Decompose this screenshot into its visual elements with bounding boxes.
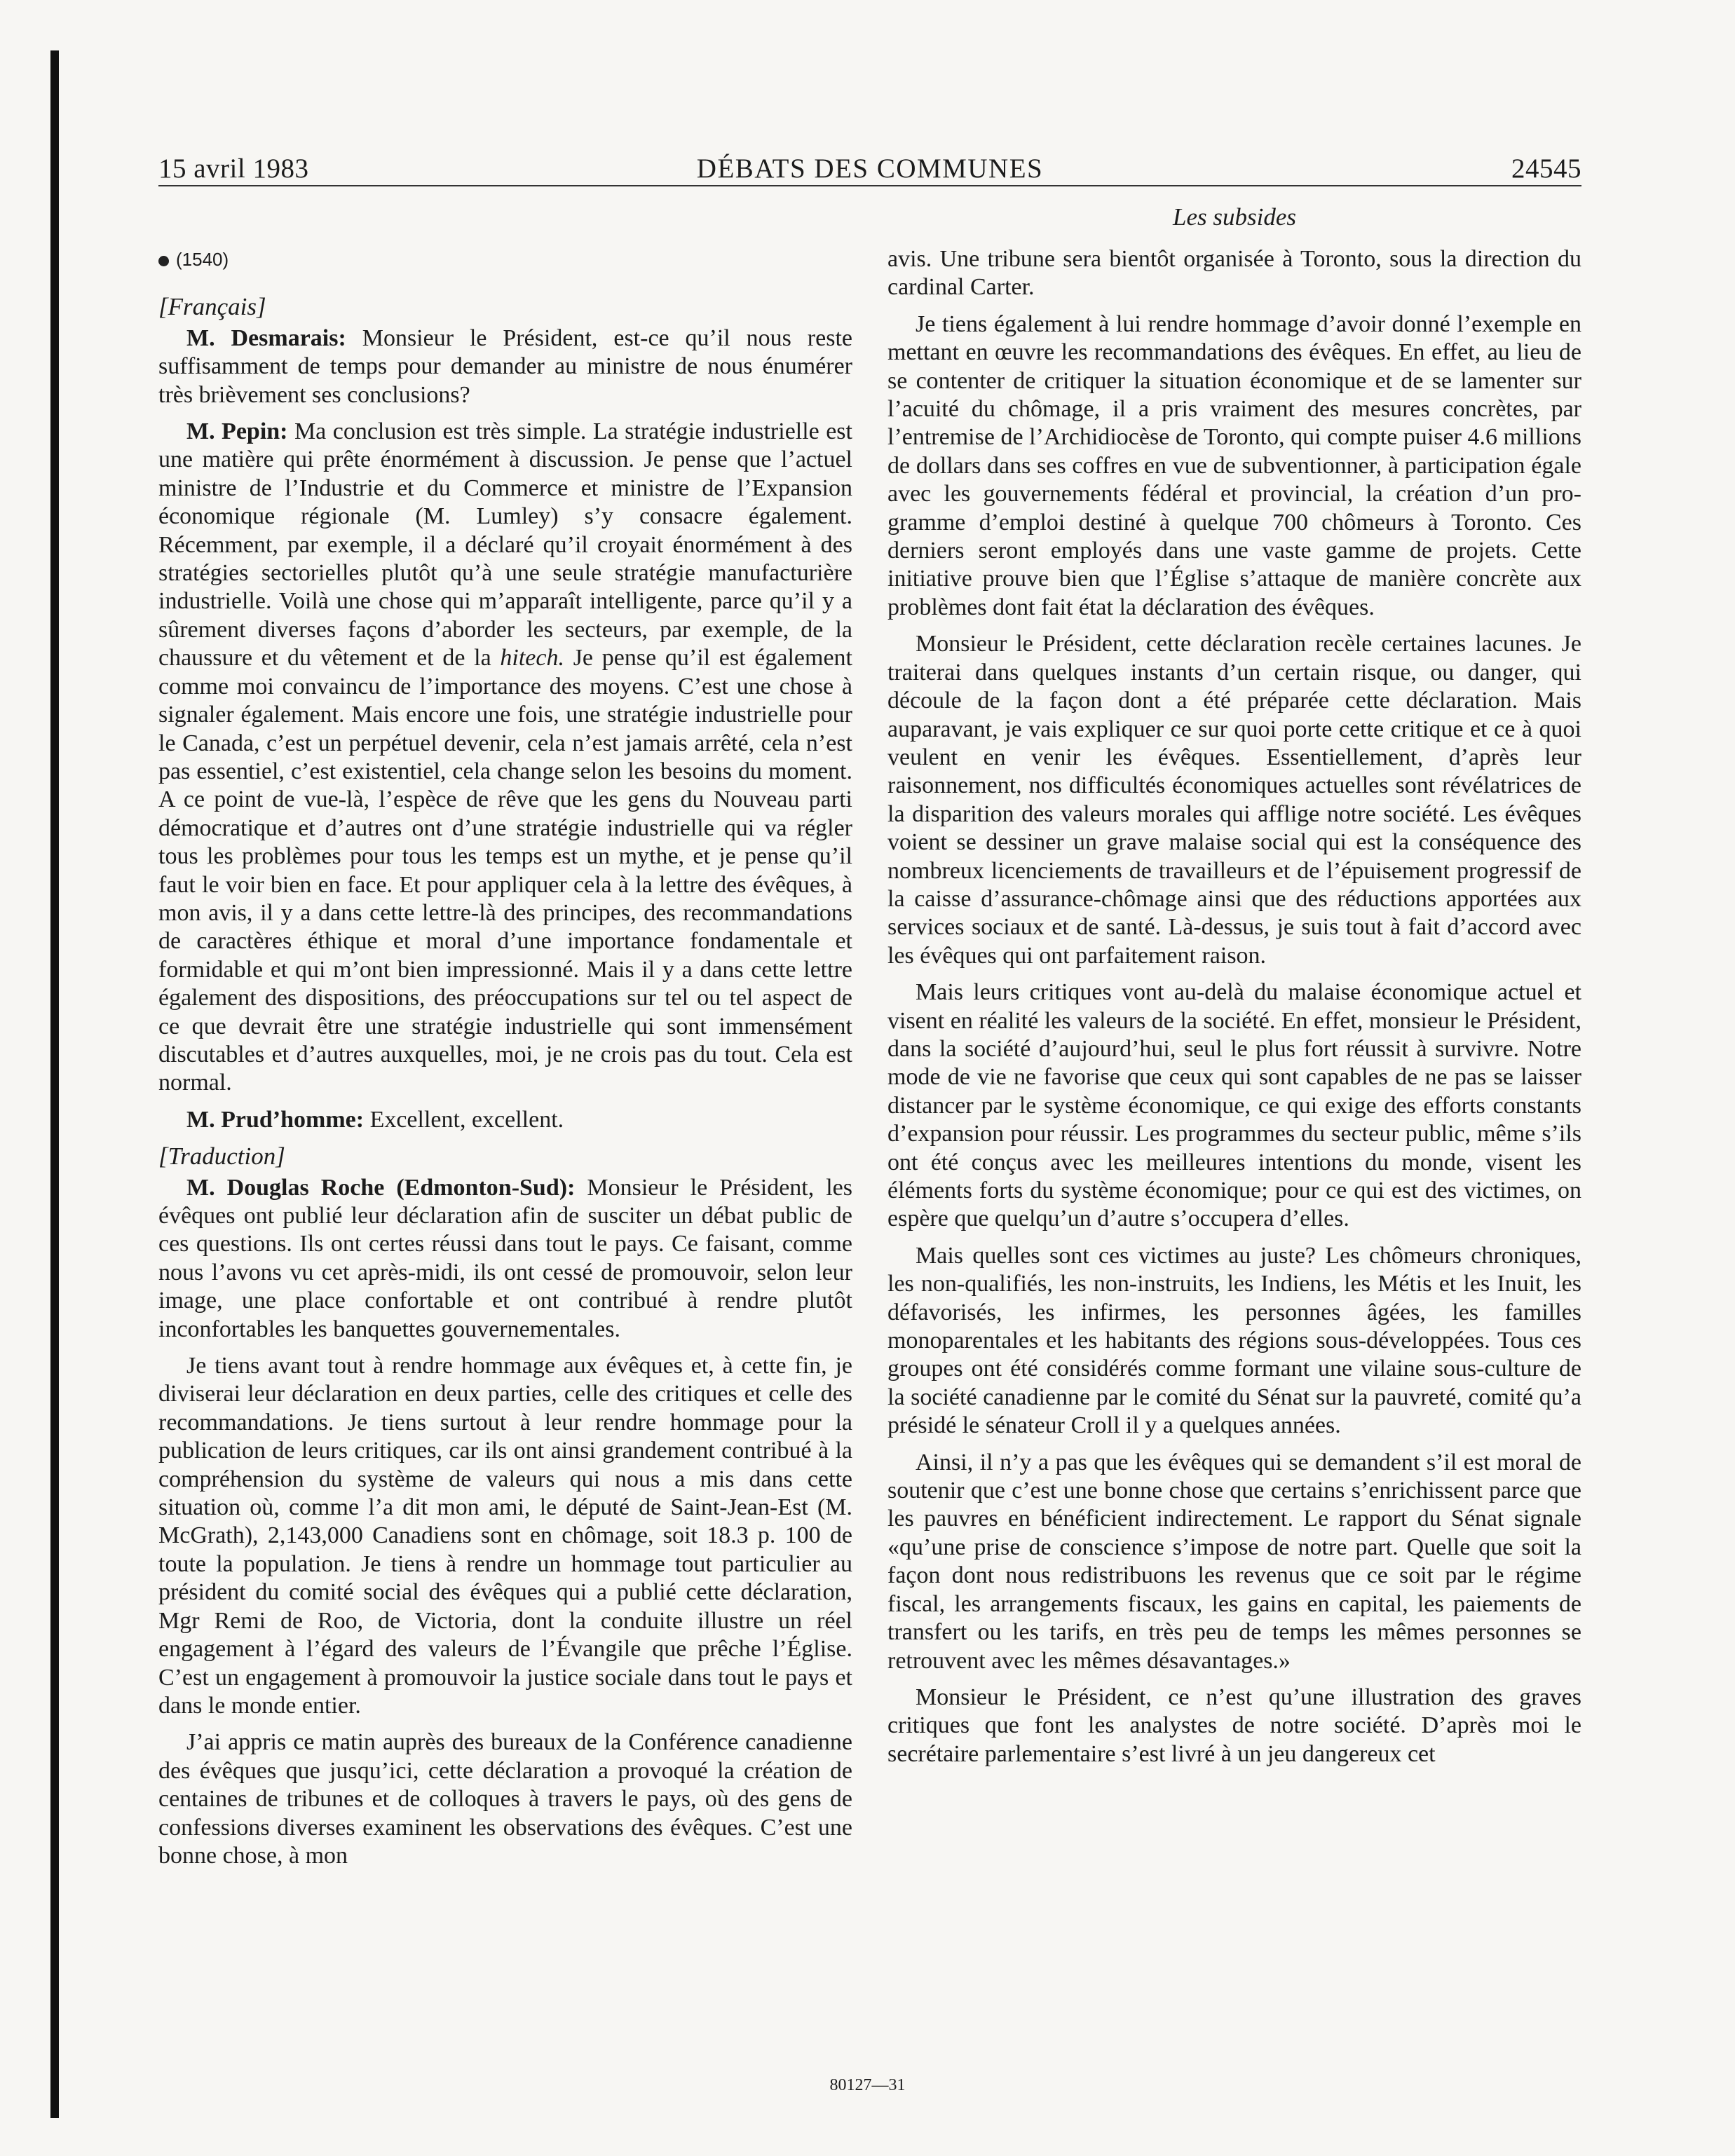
paragraph: Monsieur le Président, ce n’est qu’une illustration des graves critiques que font les analystes de notre société. D’après moi le secrétaire parlementaire s’est livré à un jeu dangereux cet: [887, 1684, 1581, 1767]
bullet-icon: [158, 256, 169, 266]
paragraph-desmarais: [158, 325, 852, 409]
paragraph: Ainsi, il n’y a pas que les évêques qui se demandent s’il est moral de soutenir que c’est une bonne chose que certains s’enrichissent parce que les pauvres en bénéficient indirectement. Le rapport du Sénat signale «qu’une prise de conscience s’impose de notre part. Quelle que soit la façon dont nous redistribuons les revenus que ce soit par le régime fiscal, les arrangements fiscaux, les gains en capital, les paiements de transfert ou les tarifs, en très peu de temps les mêmes personnes se retrouvent avec les mêmes désavantages.»: [887, 1449, 1581, 1674]
section-title: Les subsides: [1173, 203, 1296, 231]
header-journal-title: DÉBATS DES COMMUNES: [696, 153, 1044, 184]
paragraph-roche: [158, 1174, 852, 1344]
speaker-roche: M. Douglas Roche (Edmonton-Sud):: [186, 1174, 576, 1201]
paragraph-text: Je pense qu’il est également comme moi convaincu de l’importance des moyens. C’est une chose à signaler également. Mais encore une fois, une stratégie industrielle pour le Canada, c’est un perpétuel devenir, cela n’est jamais arrêté, cela n’est pas essentiel, c’est existentiel, cela change selon les besoins du moment. A ce point de vue-là, l’espèce de rêve que les gens du Nouveau parti démocratique et d’autres ont d’une stratégie industrielle qui va régler tous les problèmes pour tous les temps est un mythe, et je pense qu’il faut le voir bien en face. Et pour appliquer cela à la lettre des évêques, à mon avis, il y a dans cette lettre-là des principes, des recommandations de caractères éthique et moral d’une importance fondamentale et formidable et qui m’ont bien impressionné. Mais il y a dans cette lettre également des dispositions, des préoccupations sur tel ou tel aspect de ce que devrait être une stratégie industrielle qui sont immensément discutables et d’autres auxquelles, moi, je ne crois pas du tout. Cela est normal.: [158, 645, 852, 1096]
page-footer-code: 80127—31: [829, 2076, 906, 2094]
paragraph: Mais quelles sont ces victimes au juste? Les chômeurs chroniques, les non-qualifiés, les non-instruits, les Indiens, les Métis et les Inuit, les défavorisés, les infirmes, les personnes âgées, les familles monoparentales et les habitants des régions sous-développées. Tous ces groupes ont été considérés comme formant une vilaine sous-culture de la société canadienne par le comité du Sénat sur la pauvreté, comité qu’a présidé le sénateur Croll il y a quelques années.: [887, 1242, 1581, 1439]
speaker-prudhomme: M. Prud’homme:: [186, 1106, 365, 1133]
header-rule: [158, 185, 1581, 186]
paragraph-text: Monsieur le Président, les évêques ont publié leur déclaration afin de susciter un débat public de ces questions. Ils ont certes réussi dans tout le pays. Ce faisant, comme nous l’avons vu cet après-midi, ils ont cessé de promouvoir, selon leur image, une place confortable et ont contribué à rendre plutôt inconfortables les banquettes gouvernementales.: [158, 1174, 852, 1342]
paragraph: Mais leurs critiques vont au-delà du malaise économique actuel et visent en réalité les valeurs de la société. En effet, monsieur le Président, dans la société d’aujourd’hui, seul le plus fort réussit à survivre. Notre mode de vie ne favorise que ceux qui sont capables de ne pas se laisser distancer par le système économique, ce qui exige des efforts constants d’expansion pour réussir. Les programmes du secteur public, même s’ils ont été conçus avec les meilleures intentions du monde, visent les éléments forts du système économique; pour ce qui est des victimes, on espère que quelqu’un d’autre s’occupera d’elles.: [887, 979, 1581, 1232]
language-tag-french: [Français]: [158, 293, 266, 321]
paragraph-text: Monsieur le Président, est-ce qu’il nous reste suffisamment de temps pour demander au ministre de nous énumérer très brièvement ses conclusions?: [158, 325, 852, 408]
speaker-desmarais: M. Desmarais:: [186, 325, 346, 351]
paragraph-text: Excellent, excellent.: [364, 1106, 564, 1133]
page-header: [158, 153, 1581, 189]
time-marker: [158, 245, 852, 273]
paragraph: Je tiens avant tout à rendre hommage aux évêques et, à cette fin, je diviserai leur déclaration en deux parties, celle des critiques et celle des recommandations. Je tiens surtout à leur rendre hommage pour la publication de leurs critiques, car ils ont ainsi grandement contribué à la compréhension du système de valeurs qui nous a mis dans cette situation où, comme l’a dit mon ami, le député de Saint-Jean-Est (M. McGrath), 2,143,000 Canadiens sont en chômage, soit 18.3 p. 100 de toute la population. Je tiens à rendre un hommage tout particulier au président du comité social des évêques qui a publié cette déclaration, Mgr Remi de Roo, de Victoria, dont la conduite illustre un réel engagement à l’égard des valeurs de l’Évangile que prêche l’Église. C’est un engagement à promouvoir la justice sociale dans tout le pays et dans le monde entier.: [158, 1353, 852, 1719]
paragraph-text: Ma conclusion est très simple. La stratégie industrielle est une matière qui prête énormément à discussion. Je pense que l’actuel ministre de l’Industrie et du Commerce et ministre de l’Expansion économique régionale (M. Lumley) s’y consacre également. Récemment, par exemple, il a déclaré qu’il croyait énormément à des stratégies sectorielles plutôt qu’à une seule stratégie manufacturière industrielle. Voilà une chose qui m’apparaît intelligente, parce qu’il y a sûrement diverses façons d’aborder les secteurs, par exemple, de la chaussure et du vêtement et de la: [158, 418, 852, 671]
right-column: [887, 245, 1581, 1777]
header-date: 15 avril 1983: [158, 153, 309, 184]
paragraph-pepin: [158, 418, 852, 1098]
language-tag-translation: [Traduction]: [158, 1142, 285, 1171]
scan-edge-bar: [50, 50, 59, 2118]
paragraph: Monsieur le Président, cette déclaration recèle certaines lacunes. Je traiterai dans quelques instants d’un certain risque, ou danger, qui découle de la façon dont a été préparée cette déclaration. Mais auparavant, je vais expliquer ce sur quoi porte cette critique et ce à quoi veulent en venir les évêques. Essentiellement, d’après leur raisonnement, nos difficultés économiques actuelles sont révélatrices de la disparition des valeurs morales qui afflige notre société. Les évêques voient se dessiner un grave malaise social qui est la conséquence des nombreux licenciements de travailleurs et de l’épuisement progressif de la caisse d’assurance-chômage ainsi que des réductions apportées aux services sociaux et de santé. Là-dessus, je suis tout à fait d’accord avec les évêques qui ont parfaitement raison.: [887, 631, 1581, 969]
paragraph: Je tiens également à lui rendre hommage d’avoir donné l’exemple en mettant en œuvre les recommandations des évêques. En effet, au lieu de se contenter de critiquer la situation économique et de se lamenter sur l’acuité du chômage, il a pris vraiment des mesures concrètes, par l’entremise de l’Archidiocèse de Toronto, qui compte puiser 4.6 millions de dollars dans ses coffres en vue de subventionner, à participation égale avec les gouvernements fédéral et provincial, la création d’un programme d’emploi destiné à quelque 700 chômeurs à Toronto. Ces derniers seront employés dans une vaste gamme de projets. Cette initiative prouve bien que l’Église s’attaque de manière concrète aux problèmes dont fait état la déclaration des évêques.: [887, 311, 1581, 620]
time-marker-text: (1540): [176, 249, 229, 270]
speaker-pepin: M. Pepin:: [186, 418, 288, 445]
header-page-number: 24545: [1511, 153, 1581, 184]
term-hitech: hitech.: [500, 645, 564, 671]
left-column: [158, 245, 852, 1878]
paragraph-prudhomme: [158, 1106, 852, 1134]
paragraph: avis. Une tribune sera bientôt organisée à Toronto, sous la direction du cardinal Carter.: [887, 246, 1581, 301]
paragraph: J’ai appris ce matin auprès des bureaux de la Conférence canadienne des évêques que jusqu’ici, cette déclaration a provoqué la création de centaines de tribunes et de colloques à travers le pays, où des gens de confessions diverses examinent les observations des évêques. C’est une bonne chose, à mon: [158, 1729, 852, 1869]
